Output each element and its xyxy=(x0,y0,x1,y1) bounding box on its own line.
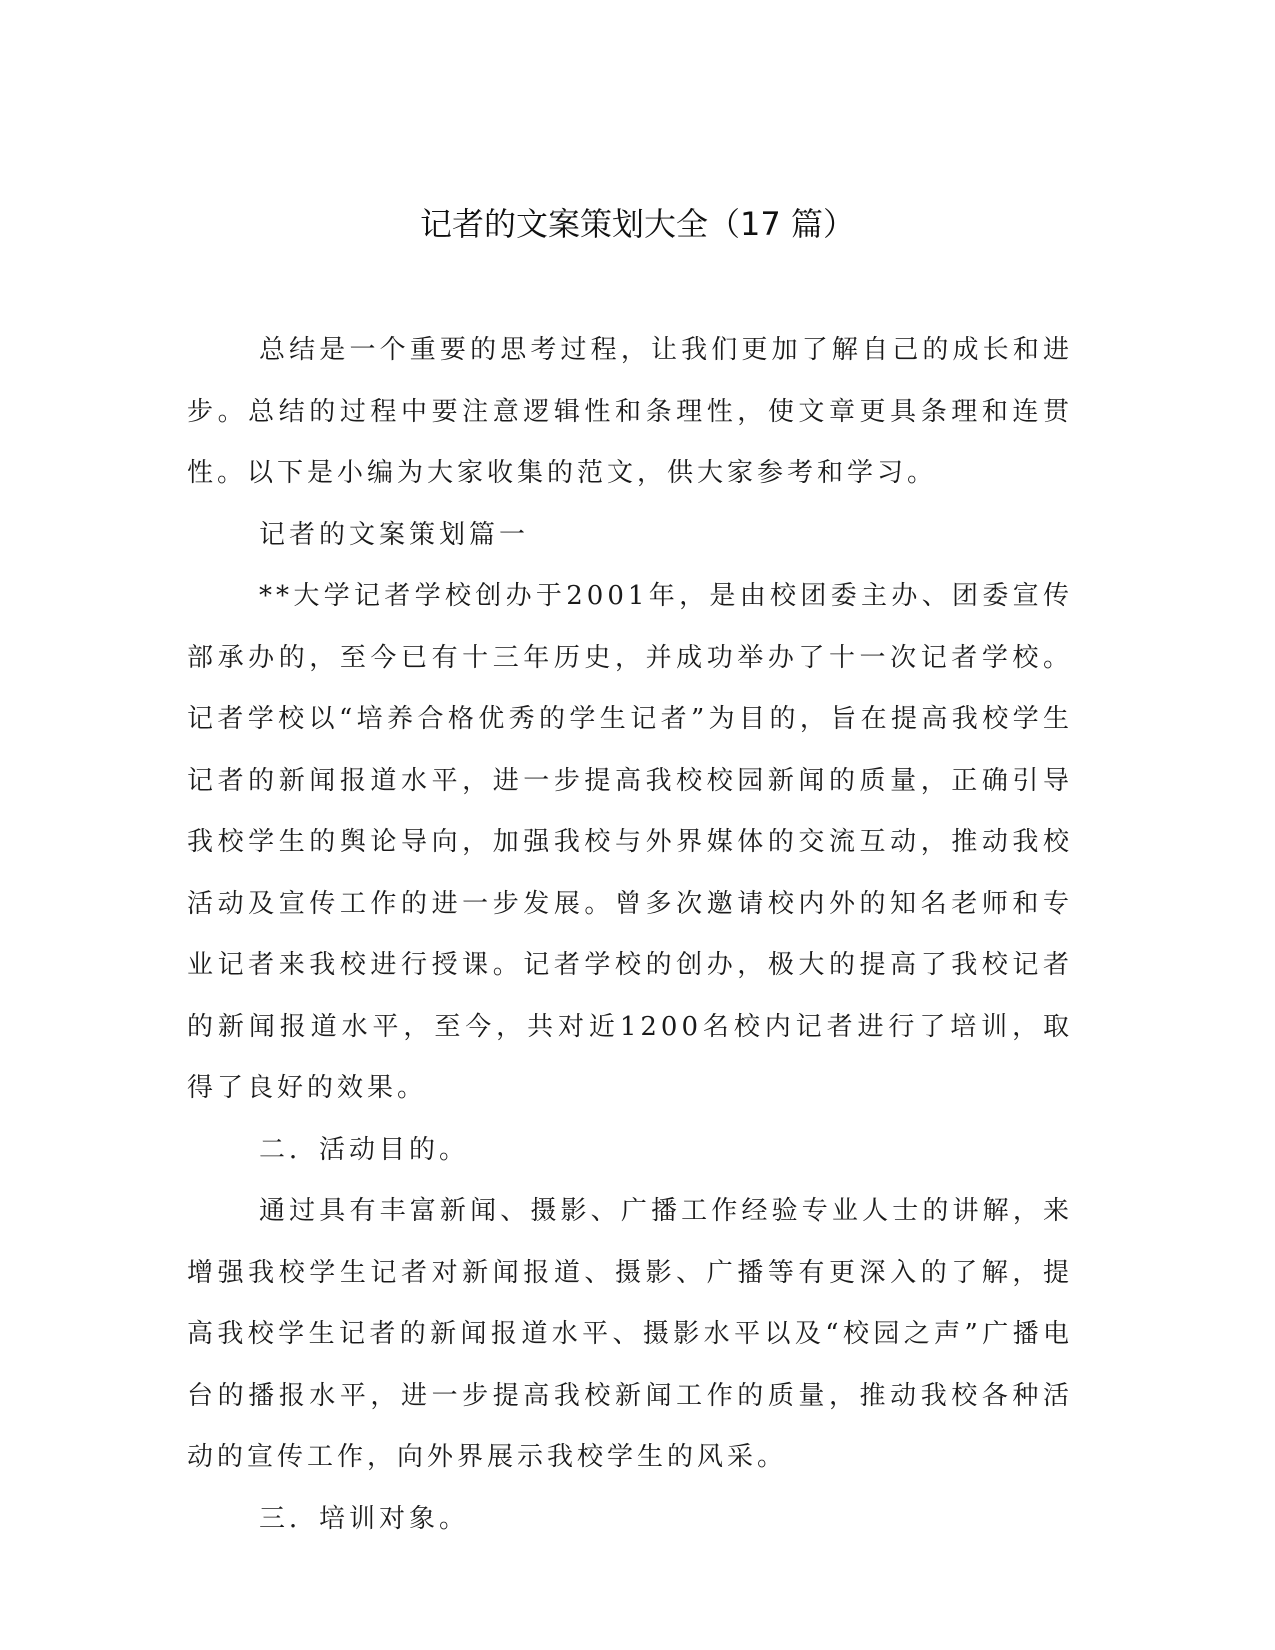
document-title: 记者的文案策划大全（17 篇） xyxy=(420,205,855,243)
section-heading-audience: 三．培训对象。 xyxy=(259,1503,470,1534)
document-body xyxy=(187,320,1073,1550)
background-paragraph: **大学记者学校创办于2001年，是由校团委主办、团委宣传部承办的，至今已有十三年历史，并成功举办了十一次记者学校。记者学校以“培养合格优秀的学生记者”为目的，旨在提高我校学生记者的新闻报道水平，进一步提高我校校园新闻的质量，正确引导我校学生的舆论导向，加强我校与外界媒体的交流互动，推动我校活动及宣传工作的进一步发展。曾多次邀请校内外的知名老师和专业记者来我校进行授课。记者学校的创办，极大的提高了我校记者的新闻报道水平，至今，共对近1200名校内记者进行了培训，取得了良好的效果。 xyxy=(187,581,1073,1103)
purpose-paragraph: 通过具有丰富新闻、摄影、广播工作经验专业人士的讲解，来增强我校学生记者对新闻报道、摄影、广播等有更深入的了解，提高我校学生记者的新闻报道水平、摄影水平以及“校园之声”广播电台的播报水平，进一步提高我校新闻工作的质量，推动我校各种活动的宣传工作，向外界展示我校学生的风采。 xyxy=(187,1196,1073,1472)
section-heading-part-one: 记者的文案策划篇一 xyxy=(259,519,530,550)
intro-paragraph: 总结是一个重要的思考过程，让我们更加了解自己的成长和进步。总结的过程中要注意逻辑性和条理性，使文章更具条理和连贯性。以下是小编为大家收集的范文，供大家参考和学习。 xyxy=(187,335,1073,488)
section-heading-purpose: 二．活动目的。 xyxy=(259,1134,470,1165)
